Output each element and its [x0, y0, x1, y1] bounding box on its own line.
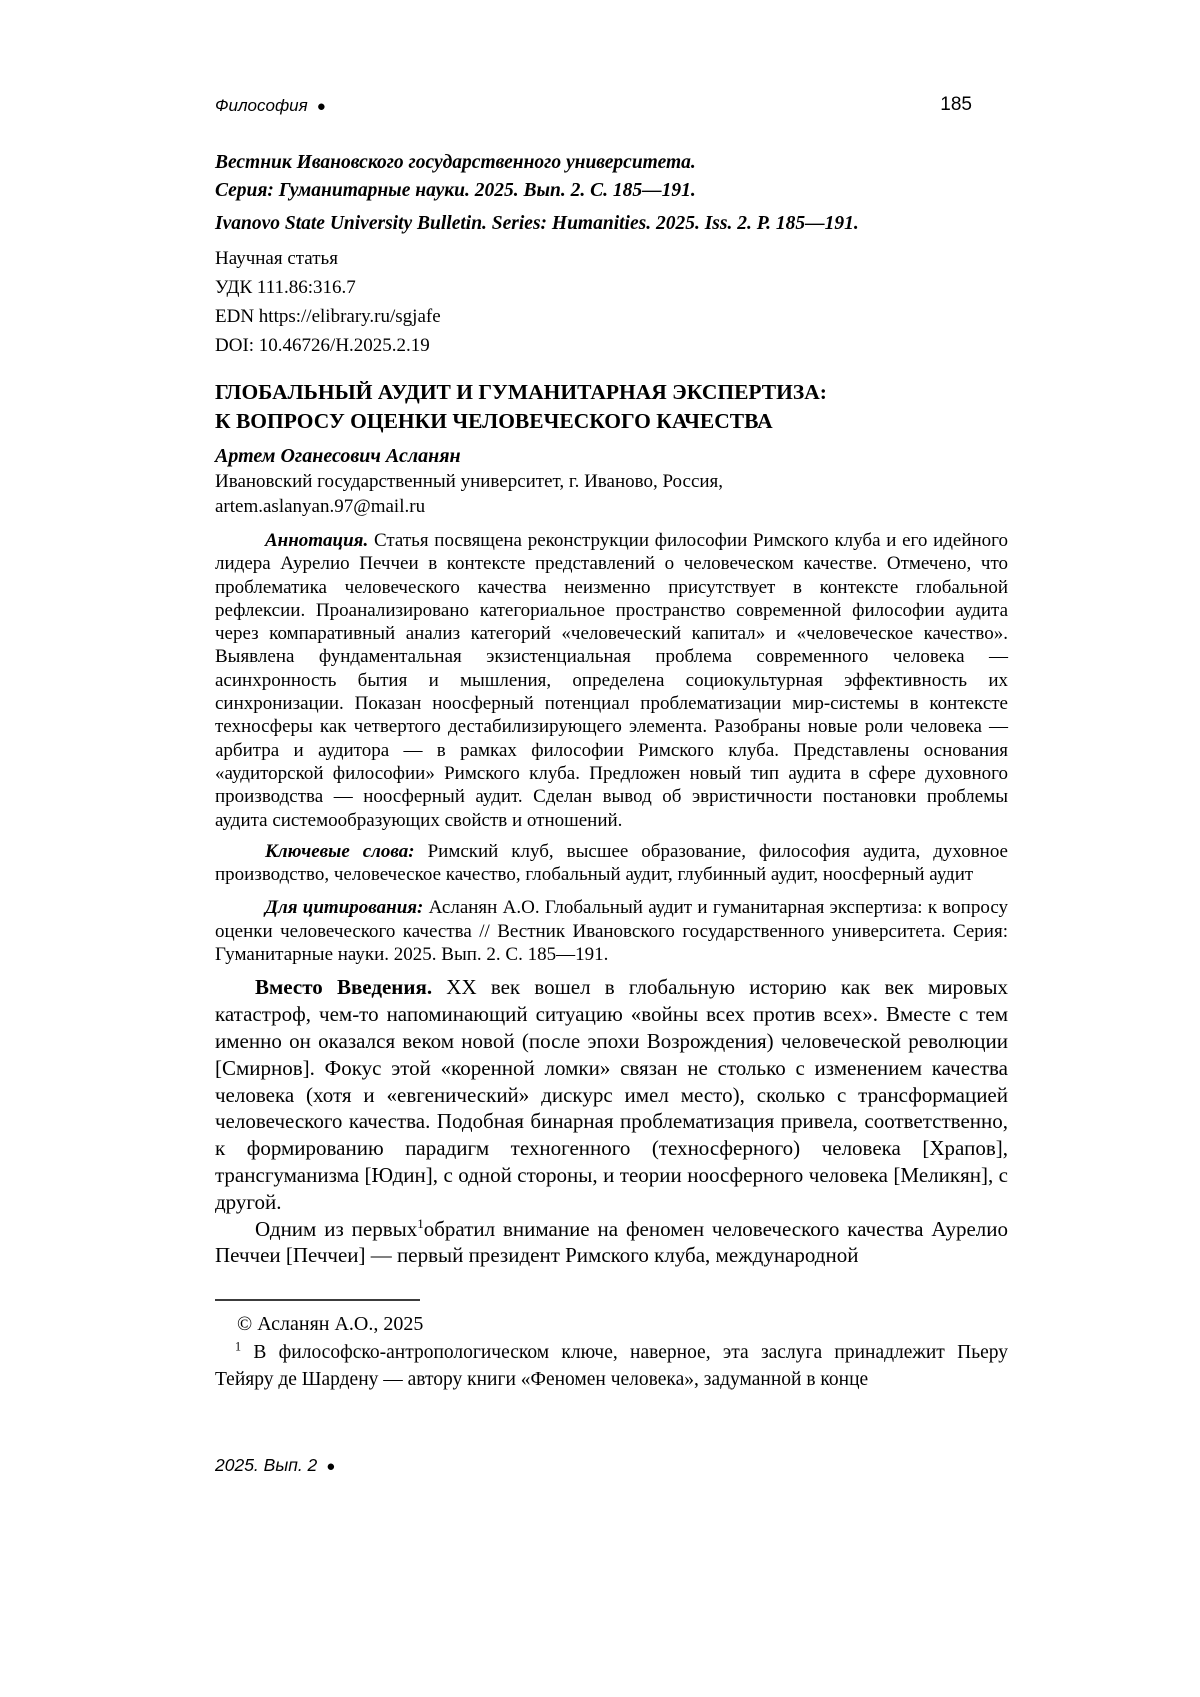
citation-label: Для цитирования:	[265, 897, 424, 919]
article-title-line1: ГЛОБАЛЬНЫЙ АУДИТ И ГУМАНИТАРНАЯ ЭКСПЕРТИЗА:	[215, 380, 827, 404]
masthead-ru-line1: Вестник Ивановского государственного университета.	[215, 152, 696, 173]
author-affiliation-block	[215, 469, 1008, 519]
keywords-text: Римский клуб, высшее образование, философия аудита, духовное производство, человеческое качество, глобальный аудит, глубинный аудит, ноосферный аудит	[215, 840, 1008, 886]
masthead-ru-line2: Серия: Гуманитарные науки. 2025. Вып. 2. С. 185—191.	[215, 180, 696, 201]
udc-code: УДК 111.86:316.7	[215, 277, 356, 298]
abstract-label: Аннотация.	[265, 530, 369, 551]
body-paragraph-2-text-after: обратил внимание на феномен человеческого качества Аурелио Печчеи [Печчеи] — первый президент Римского клуба, международной	[215, 1216, 1008, 1268]
page-footer	[215, 1455, 335, 1476]
footnote-1-mark: 1	[235, 1339, 242, 1354]
article-type: Научная статья	[215, 248, 338, 269]
edn-reference: EDN https://elibrary.ru/sgjafe	[215, 306, 441, 327]
body-paragraph-2-text-before: Одним из первых	[255, 1216, 418, 1241]
abstract-paragraph	[215, 529, 1008, 832]
page-content	[215, 0, 1008, 1393]
abstract-text: Статья посвящена реконструкции философии Римского клуба и его идейного лидера Аурелио Печчеи в контексте представлений о человеческом качестве. Отмечено, что проблематика человеческого качества неизменно присутствует в контексте глобальной рефлексии. Проанализировано категориальное пространство современной философии аудита через компаративный анализ категорий «человеческий капитал» и «человеческое качество». Выявлена фундаментальная экзистенциальная проблема современного человека — асинхронность бытия и мышления, определена социокультурная эффективность их синхронизации. Показан ноосферный потенциал проблематизации мир-системы в контексте техносферы как четвертого дестабилизирующего элемента. Разобраны новые роли человека — арбитра и аудитора — в рамках философии Римского клуба. Представлены основания «аудиторской философии» Римского клуба. Предложен новый тип аудита в сфере духовного производства — ноосферный аудит. Сделан вывод об эвристичности постановки проблемы аудита системообразующих свойств и отношений.	[215, 530, 1008, 831]
body-paragraph-1-lead: Вместо Введения.	[255, 975, 433, 1000]
bullet-icon: ●	[326, 1458, 336, 1475]
footnote-reference-mark: 1	[417, 1215, 424, 1231]
author-affiliation: Ивановский государственный университет, г. Иваново, Россия,	[215, 471, 724, 492]
page-number: 185	[940, 94, 972, 115]
journal-masthead-ru	[215, 149, 1008, 205]
citation-paragraph	[215, 896, 1008, 966]
article-title	[215, 378, 1008, 436]
keywords-paragraph	[215, 840, 1008, 887]
article-meta	[215, 244, 1008, 360]
running-head	[215, 96, 326, 116]
body-paragraph-1	[215, 974, 1008, 1215]
citation-text: Асланян А.О. Глобальный аудит и гуманитарная экспертиза: к вопросу оценки человеческого качества // Вестник Ивановского государственного университета. Серия: Гуманитарные науки. 2025. Вып. 2. С. 185—191.	[215, 897, 1008, 966]
journal-masthead-en: Ivanovo State University Bulletin. Series: Humanities. 2025. Iss. 2. P. 185—191.	[215, 213, 859, 234]
keywords-label: Ключевые слова:	[265, 840, 415, 862]
footnote-1-text: В философско-антропологическом ключе, наверное, эта заслуга принадлежит Пьеру Тейяру де Шардену — автору книги «Феномен человека», задуманной в конце	[215, 1342, 1008, 1391]
page-header	[215, 0, 1008, 116]
bullet-icon: ●	[316, 98, 326, 115]
section-label: Философия	[215, 96, 308, 115]
copyright-line: © Асланян А.О., 2025	[237, 1313, 424, 1336]
body-paragraph-1-text: XX век вошел в глобальную историю как век мировых катастроф, чем-то напоминающий ситуацию «войны всех против всех». Вместе с тем именно он оказался веком новой (после эпохи Возрождения) человеческой революции [Смирнов]. Фокус этой «коренной ломки» связан не столько с изменением качества человека (хотя и «евгенический» дискурс имел место), сколько с трансформацией человеческого качества. Подобная бинарная проблематизация привела, соответственно, к формированию парадигм техногенного (техносферного) человека [Храпов], трансгуманизма [Юдин], с одной стороны, и теории ноосферного человека [Меликян], с другой.	[215, 975, 1009, 1214]
author-email: artem.aslanyan.97@mail.ru	[215, 496, 426, 517]
footnote-1	[215, 1339, 1008, 1393]
doi-reference: DOI: 10.46726/H.2025.2.19	[215, 335, 430, 356]
footnote-divider	[215, 1299, 420, 1301]
body-paragraph-2	[215, 1216, 1008, 1270]
author-name: Артем Оганесович Асланян	[215, 445, 461, 467]
article-title-line2: К ВОПРОСУ ОЦЕНКИ ЧЕЛОВЕЧЕСКОГО КАЧЕСТВА	[215, 409, 773, 433]
footer-issue: 2025. Вып. 2	[215, 1455, 318, 1475]
